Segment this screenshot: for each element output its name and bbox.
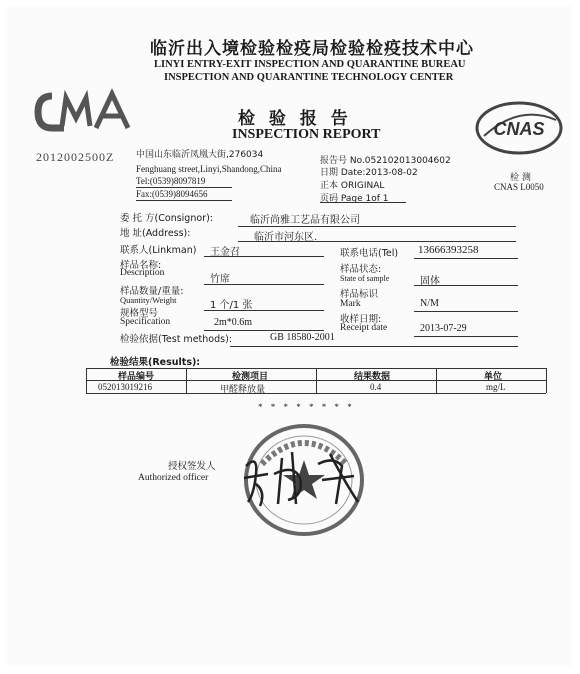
- spec-value: 2m*0.6m: [214, 317, 253, 328]
- sample-name-value: 竹席: [210, 274, 230, 285]
- report-title-en: INSPECTION REPORT: [232, 127, 381, 142]
- sample-state-label-en: State of sample: [340, 274, 390, 283]
- cnas-logo: [474, 100, 564, 156]
- tel-label: 联系电话(Tel): [340, 248, 399, 259]
- cnas-sub-cn: 检 测: [510, 173, 531, 183]
- report-original: 正本 ORIGINAL: [320, 181, 385, 191]
- consignor-label: 委 托 方(Consignor):: [120, 213, 213, 224]
- officer-signature: [238, 444, 368, 514]
- methods-label: 检验依据(Test methods):: [120, 334, 232, 345]
- address-fax: Fax:(0539)8094656: [136, 189, 208, 199]
- header-title-en-1: LINYI ENTRY-EXIT INSPECTION AND QUARANTINE BUREAU: [154, 59, 466, 70]
- address-tel: Tel:(0539)8097819: [136, 176, 206, 186]
- report-number: 报告号 No.052102013004602: [320, 156, 451, 166]
- mark-value: N/M: [420, 298, 439, 309]
- col-unit: 单位: [484, 372, 503, 382]
- spec-label-en: Specification: [120, 317, 171, 327]
- col-sample-no: 样品编号: [118, 372, 155, 382]
- mark-label-en: Mark: [340, 299, 361, 309]
- tel-value: 13666393258: [418, 244, 479, 256]
- cma-number: 2012002500Z: [36, 150, 115, 164]
- officer-label-en: Authorized officer: [138, 473, 209, 483]
- address-label: 地 址(Address):: [120, 228, 191, 239]
- methods-value: GB 18580-2001: [270, 332, 335, 343]
- quantity-label-cn: 样品数量/重量:: [120, 286, 184, 297]
- address-value: 临沂市河东区.: [254, 232, 318, 243]
- cell-test-item: 甲醛释放量: [220, 385, 266, 395]
- sample-state-value: 固体: [420, 276, 440, 287]
- cell-sample-no: 052013019216: [98, 382, 152, 392]
- report-page-number: 页码 Page 1of 1: [320, 194, 389, 204]
- spec-label-cn: 规格型号: [120, 308, 159, 319]
- header-title-en-2: INSPECTION AND QUARANTINE TECHNOLOGY CENTER: [164, 72, 454, 83]
- cell-result: 0.4: [370, 382, 382, 392]
- cma-logo: [34, 88, 134, 136]
- sample-name-label-en: Description: [120, 268, 165, 278]
- sample-name-label-cn: 样品名称:: [120, 260, 162, 271]
- quantity-label-en: Quantity/Weight: [120, 295, 177, 305]
- col-result: 结果数据: [354, 372, 391, 382]
- address-line-1: 中国山东临沂凤凰大街,276034: [136, 150, 264, 160]
- report-page: [6, 6, 572, 666]
- mark-label-cn: 样品标识: [340, 289, 379, 300]
- cell-unit: mg/L: [486, 382, 506, 392]
- officer-label-cn: 授权签发人: [168, 461, 216, 472]
- results-heading: 检验结果(Results):: [110, 357, 201, 368]
- receipt-label-en: Receipt date: [340, 323, 388, 333]
- receipt-value: 2013-07-29: [420, 323, 467, 334]
- sample-state-label-cn: 样品状态:: [340, 264, 382, 275]
- header-title-cn: 临沂出入境检验检疫局检验检疫技术中心: [150, 39, 474, 59]
- col-test-item: 检测项目: [232, 372, 269, 382]
- consignor-value: 临沂尚雅工艺品有限公司: [250, 215, 360, 226]
- quantity-value: 1 个/1 张: [210, 300, 253, 311]
- report-title-cn: 检 验 报 告: [238, 109, 352, 129]
- cnas-sub-en: CNAS L0050: [494, 182, 544, 192]
- linkman-value: 王金召: [210, 247, 240, 258]
- report-date: 日期 Date:2013-08-02: [320, 168, 418, 178]
- results-separator: * * * * * * * *: [258, 402, 355, 412]
- cnas-logo-text: CNAS: [493, 119, 545, 139]
- address-line-2: Fenghuang street,Linyi,Shandong,China: [136, 164, 282, 174]
- receipt-label-cn: 收样日期:: [340, 314, 382, 325]
- linkman-label: 联系人(Linkman): [120, 245, 197, 256]
